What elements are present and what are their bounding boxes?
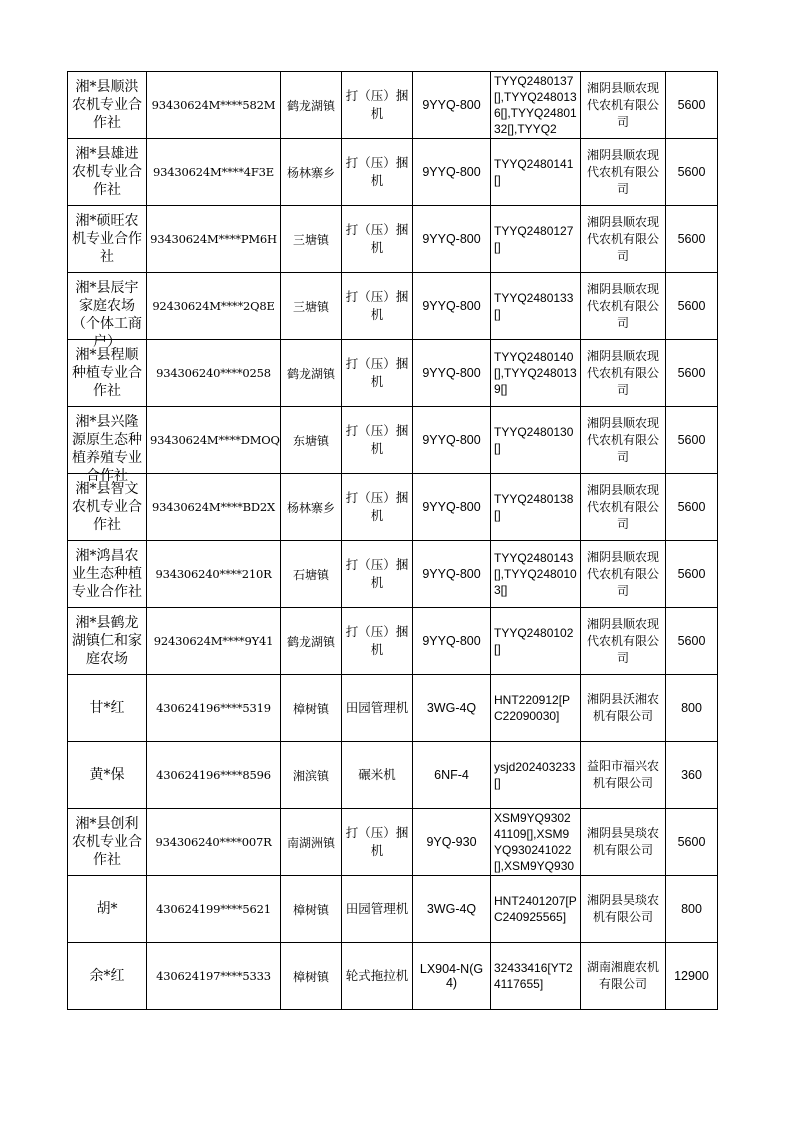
id-number-cell: 93430624M****PM6H (147, 206, 281, 273)
table-row (68, 273, 718, 340)
table-row (68, 541, 718, 608)
serial-number-cell: XSM9YQ930241109[],XSM9YQ930241022[],XSM9YQ930 (491, 809, 581, 876)
id-number-cell: 430624196****8596 (147, 742, 281, 809)
machine-type-cell: 碾米机 (342, 742, 413, 809)
manufacturer-cell: 湘阴县顺农现代农机有限公司 (581, 139, 666, 206)
applicant-name-cell: 湘*县顺洪农机专业合作社 (68, 72, 147, 139)
subsidy-amount-cell: 5600 (666, 72, 718, 139)
applicant-name-cell: 湘*硕旺农机专业合作社 (68, 206, 147, 273)
manufacturer-cell: 湘阴县沃湘农机有限公司 (581, 675, 666, 742)
table-row (68, 340, 718, 407)
town-cell: 湘滨镇 (281, 742, 342, 809)
serial-number-cell: TYYQ2480130[] (491, 407, 581, 474)
machine-type-cell: 打（压）捆机 (342, 72, 413, 139)
manufacturer-cell: 湘阴县昊琰农机有限公司 (581, 809, 666, 876)
town-cell: 樟树镇 (281, 876, 342, 943)
model-cell: 9YYQ-800 (413, 340, 491, 407)
applicant-name-cell: 余*红 (68, 943, 147, 1010)
serial-number-cell: TYYQ2480138[] (491, 474, 581, 541)
manufacturer-cell: 湘阴县顺农现代农机有限公司 (581, 72, 666, 139)
subsidy-amount-cell: 5600 (666, 407, 718, 474)
model-cell: 9YYQ-800 (413, 139, 491, 206)
serial-number-cell: TYYQ2480140[],TYYQ2480139[] (491, 340, 581, 407)
model-cell: LX904-N(G4) (413, 943, 491, 1010)
table-row (68, 139, 718, 206)
manufacturer-cell: 湘阴县顺农现代农机有限公司 (581, 474, 666, 541)
applicant-name-cell: 湘*县程顺种植专业合作社 (68, 340, 147, 407)
model-cell: 9YYQ-800 (413, 541, 491, 608)
town-cell: 樟树镇 (281, 675, 342, 742)
subsidy-table (67, 71, 718, 1010)
machine-type-cell: 打（压）捆机 (342, 273, 413, 340)
town-cell: 杨林寨乡 (281, 139, 342, 206)
table-row (68, 72, 718, 139)
model-cell: 9YQ-930 (413, 809, 491, 876)
subsidy-amount-cell: 800 (666, 675, 718, 742)
subsidy-amount-cell: 5600 (666, 139, 718, 206)
table-row (68, 876, 718, 943)
id-number-cell: 93430624M****DMOQ (147, 407, 281, 474)
subsidy-amount-cell: 5600 (666, 809, 718, 876)
id-number-cell: 430624197****5333 (147, 943, 281, 1010)
town-cell: 石塘镇 (281, 541, 342, 608)
subsidy-amount-cell: 5600 (666, 273, 718, 340)
manufacturer-cell: 湘阴县顺农现代农机有限公司 (581, 407, 666, 474)
machine-type-cell: 打（压）捆机 (342, 206, 413, 273)
machine-type-cell: 打（压）捆机 (342, 541, 413, 608)
serial-number-cell: TYYQ2480137[],TYYQ2480136[],TYYQ2480132[],TYYQ2 (491, 72, 581, 139)
town-cell: 东塘镇 (281, 407, 342, 474)
subsidy-amount-cell: 12900 (666, 943, 718, 1010)
town-cell: 三塘镇 (281, 206, 342, 273)
manufacturer-cell: 湘阴县顺农现代农机有限公司 (581, 273, 666, 340)
id-number-cell: 92430624M****9Y41 (147, 608, 281, 675)
model-cell: 9YYQ-800 (413, 407, 491, 474)
town-cell: 杨林寨乡 (281, 474, 342, 541)
manufacturer-cell: 湘阴县顺农现代农机有限公司 (581, 608, 666, 675)
subsidy-amount-cell: 5600 (666, 608, 718, 675)
table-row (68, 943, 718, 1010)
model-cell: 9YYQ-800 (413, 206, 491, 273)
model-cell: 9YYQ-800 (413, 474, 491, 541)
table-row (68, 407, 718, 474)
serial-number-cell: TYYQ2480127[] (491, 206, 581, 273)
id-number-cell: 430624196****5319 (147, 675, 281, 742)
subsidy-amount-cell: 360 (666, 742, 718, 809)
serial-number-cell: 32433416[YT24117655] (491, 943, 581, 1010)
applicant-name-cell: 湘*鸿昌农业生态种植专业合作社 (68, 541, 147, 608)
machine-type-cell: 田园管理机 (342, 675, 413, 742)
table-row (68, 474, 718, 541)
serial-number-cell: TYYQ2480141[] (491, 139, 581, 206)
applicant-name-cell: 黄*保 (68, 742, 147, 809)
serial-number-cell: ysjd202403233[] (491, 742, 581, 809)
town-cell: 樟树镇 (281, 943, 342, 1010)
subsidy-amount-cell: 5600 (666, 340, 718, 407)
id-number-cell: 92430624M****2Q8E (147, 273, 281, 340)
id-number-cell: 93430624M****4F3E (147, 139, 281, 206)
applicant-name-cell: 湘*县兴隆源原生态种植养殖专业合作社 (68, 407, 147, 474)
model-cell: 9YYQ-800 (413, 72, 491, 139)
id-number-cell: 93430624M****582M (147, 72, 281, 139)
applicant-name-cell: 胡* (68, 876, 147, 943)
machine-type-cell: 打（压）捆机 (342, 340, 413, 407)
subsidy-amount-cell: 800 (666, 876, 718, 943)
model-cell: 9YYQ-800 (413, 608, 491, 675)
table-row (68, 809, 718, 876)
manufacturer-cell: 湘阴县顺农现代农机有限公司 (581, 541, 666, 608)
machine-type-cell: 打（压）捆机 (342, 608, 413, 675)
applicant-name-cell: 湘*县智文农机专业合作社 (68, 474, 147, 541)
machine-type-cell: 打（压）捆机 (342, 407, 413, 474)
machine-type-cell: 打（压）捆机 (342, 139, 413, 206)
id-number-cell: 430624199****5621 (147, 876, 281, 943)
applicant-name-cell: 湘*县辰宇家庭农场（个体工商户） (68, 273, 147, 340)
id-number-cell: 934306240****007R (147, 809, 281, 876)
model-cell: 3WG-4Q (413, 675, 491, 742)
subsidy-amount-cell: 5600 (666, 474, 718, 541)
applicant-name-cell: 湘*县鹤龙湖镇仁和家庭农场 (68, 608, 147, 675)
applicant-name-cell: 甘*红 (68, 675, 147, 742)
manufacturer-cell: 湘阴县顺农现代农机有限公司 (581, 340, 666, 407)
town-cell: 鹤龙湖镇 (281, 340, 342, 407)
serial-number-cell: TYYQ2480133[] (491, 273, 581, 340)
serial-number-cell: TYYQ2480143[],TYYQ2480103[] (491, 541, 581, 608)
manufacturer-cell: 益阳市福兴农机有限公司 (581, 742, 666, 809)
model-cell: 9YYQ-800 (413, 273, 491, 340)
table-row (68, 608, 718, 675)
machine-type-cell: 田园管理机 (342, 876, 413, 943)
table-body (68, 72, 718, 1010)
id-number-cell: 93430624M****BD2X (147, 474, 281, 541)
machine-type-cell: 打（压）捆机 (342, 474, 413, 541)
id-number-cell: 934306240****0258 (147, 340, 281, 407)
serial-number-cell: HNT220912[PC22090030] (491, 675, 581, 742)
machine-type-cell: 打（压）捆机 (342, 809, 413, 876)
town-cell: 南湖洲镇 (281, 809, 342, 876)
table-row (68, 675, 718, 742)
applicant-name-cell: 湘*县创利农机专业合作社 (68, 809, 147, 876)
town-cell: 鹤龙湖镇 (281, 608, 342, 675)
table-row (68, 742, 718, 809)
town-cell: 鹤龙湖镇 (281, 72, 342, 139)
town-cell: 三塘镇 (281, 273, 342, 340)
id-number-cell: 934306240****210R (147, 541, 281, 608)
manufacturer-cell: 湘阴县昊琰农机有限公司 (581, 876, 666, 943)
model-cell: 6NF-4 (413, 742, 491, 809)
subsidy-amount-cell: 5600 (666, 541, 718, 608)
serial-number-cell: TYYQ2480102[] (491, 608, 581, 675)
model-cell: 3WG-4Q (413, 876, 491, 943)
table-row (68, 206, 718, 273)
manufacturer-cell: 湖南湘鹿农机有限公司 (581, 943, 666, 1010)
subsidy-amount-cell: 5600 (666, 206, 718, 273)
serial-number-cell: HNT2401207[PC240925565] (491, 876, 581, 943)
machine-type-cell: 轮式拖拉机 (342, 943, 413, 1010)
applicant-name-cell: 湘*县雄进农机专业合作社 (68, 139, 147, 206)
manufacturer-cell: 湘阴县顺农现代农机有限公司 (581, 206, 666, 273)
